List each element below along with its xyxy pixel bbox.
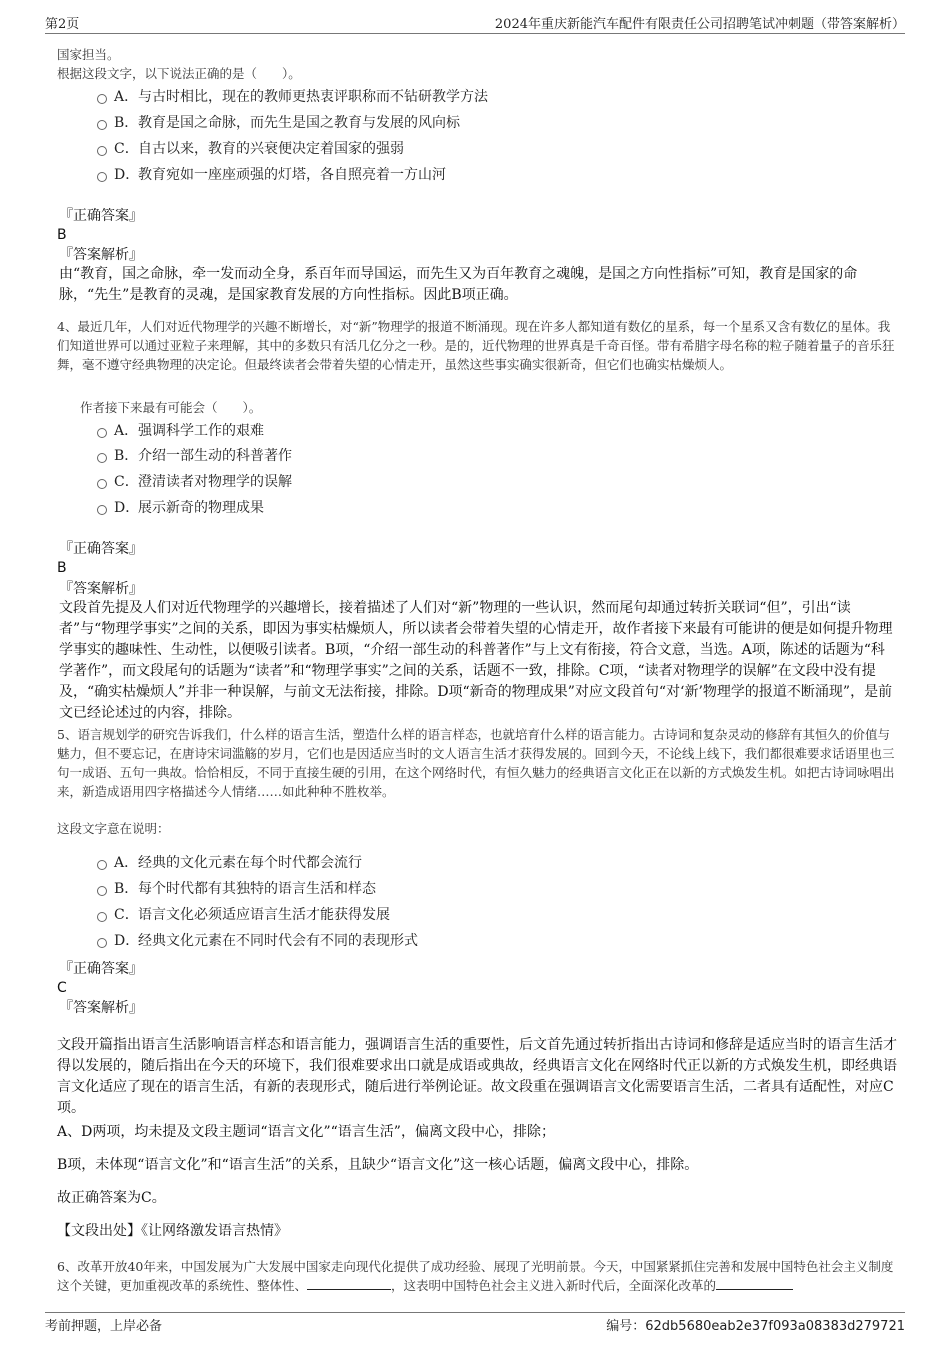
- q5-answer-label: 『正确答案』: [59, 961, 143, 977]
- radio-icon[interactable]: [97, 94, 107, 104]
- radio-icon[interactable]: [97, 428, 107, 438]
- q5-analysis-paragraph: 故正确答案为C。: [57, 1190, 166, 1206]
- radio-icon[interactable]: [97, 146, 107, 156]
- fill-blank[interactable]: [716, 1277, 793, 1290]
- q3-prompt: 根据这段文字，以下说法正确的是（ ）。: [57, 66, 301, 81]
- q3-analysis-label: 『答案解析』: [59, 247, 143, 263]
- q4-prompt: 作者接下来最有可能会（ ）。: [80, 400, 262, 415]
- q3-analysis: 由“教育，国之命脉，牵一发而动全身，系百年而导国运，而先生又为百年教育之魂魄，是国之方向性指标”可知，教育是国家的命脉，“先生”是教育的灵魂，是国家教育发展的方向性指标。因此B项正确。: [59, 266, 858, 303]
- q5-source: 【文段出处】《让网络激发语言热情》: [57, 1223, 288, 1239]
- q3-stem-tail: 国家担当。: [57, 47, 120, 62]
- q6-stem: 6、改革开放40年来，中国发展为广大发展中国家走向现代化提供了成功经验、展现了光明前景。今天，中国紧紧抓住完善和发展中国特色社会主义制度这个关键，更加重视改革的系统性、整体性、 ，这表明中国特色社会主义进入新时代后，全面深化改革的: [57, 1259, 894, 1293]
- q5-analysis-paragraph: 文段开篇指出语言生活影响语言样态和语言能力，强调语言生活的重要性，后文首先通过转折指出古诗词和修辞是适应当时的语言生活才得以发展的，随后指出在今天的环境下，我们很难要求出口就是成语或典故，经典语言文化在网络时代正以新的方式焕发生机，即经典语言文化适应了现在的语言生活，有新的表现形式，随后进行举例论证。故文段重在强调语言文化需要语言生活，二者具有适配性，对应C项。: [57, 1037, 897, 1116]
- q3-answer: B: [57, 227, 67, 243]
- radio-icon[interactable]: [97, 938, 107, 948]
- footer-divider: [45, 1312, 905, 1313]
- radio-icon[interactable]: [97, 120, 107, 130]
- q5-analysis-paragraph: B项，未体现“语言文化”和“语言生活”的关系，且缺少“语言文化”这一核心话题，偏离文段中心，排除。: [57, 1157, 699, 1173]
- page-header: [45, 13, 905, 33]
- q4-option-c[interactable]: C．澄清读者对物理学的误解: [97, 472, 292, 492]
- fill-blank[interactable]: [307, 1277, 391, 1290]
- radio-icon[interactable]: [97, 453, 107, 463]
- q5-stem: 5、语言规划学的研究告诉我们，什么样的语言生活，塑造什么样的语言样态，也就培育什么样的语言能力。古诗词和复杂灵动的修辞有其恒久的价值与魅力，但不要忘记，在唐诗宋词滥觞的岁月，它们也是因适应当时的文人语言生活才获得发展的。回到今天，不论线上线下，我们都很难要求话语里也三句一成语、五句一典故。恰恰相反，不同于直接生硬的引用，在这个网络时代，有恒久魅力的经典语言文化正在以新的方式焕发生机。如把古诗词咏唱出来，新造成语用四字格描述今人情绪……如此种种不胜枚举。: [57, 727, 895, 799]
- q3-option-d[interactable]: D．教育宛如一座座顽强的灯塔，各自照亮着一方山河: [97, 165, 446, 185]
- q3-answer-label: 『正确答案』: [59, 208, 143, 224]
- q5-option-d[interactable]: D．经典文化元素在不同时代会有不同的表现形式: [97, 931, 418, 951]
- q5-option-c[interactable]: C．语言文化必须适应语言生活才能获得发展: [97, 905, 390, 925]
- document-title: 2024年重庆新能汽车配件有限责任公司招聘笔试冲刺题（带答案解析）: [494, 17, 905, 32]
- document-code: 编号：62db5680eab2e37f093a08383d279721: [606, 1319, 905, 1334]
- q3-option-c[interactable]: C．自古以来，教育的兴衰便决定着国家的强弱: [97, 139, 404, 159]
- footer-slogan: 考前押题，上岸必备: [45, 1319, 163, 1334]
- q4-answer-label: 『正确答案』: [59, 541, 143, 557]
- q5-prompt: 这段文字意在说明：: [57, 821, 170, 836]
- radio-icon[interactable]: [97, 505, 107, 515]
- q4-analysis-label: 『答案解析』: [59, 581, 143, 597]
- q5-option-b[interactable]: B．每个时代都有其独特的语言生活和样态: [97, 879, 376, 899]
- q5-analysis-paragraph: A、D两项，均未提及文段主题词“语言文化”“语言生活”，偏离文段中心，排除；: [57, 1124, 555, 1140]
- q4-option-a[interactable]: A．强调科学工作的艰难: [97, 421, 264, 441]
- radio-icon[interactable]: [97, 172, 107, 182]
- q3-option-a[interactable]: A．与古时相比，现在的教师更热衷评职称而不钻研教学方法: [97, 87, 488, 107]
- q4-option-d[interactable]: D．展示新奇的物理成果: [97, 498, 264, 518]
- q4-option-b[interactable]: B．介绍一部生动的科普著作: [97, 446, 292, 466]
- header-divider: [45, 33, 905, 34]
- radio-icon[interactable]: [97, 479, 107, 489]
- q4-answer: B: [57, 560, 67, 576]
- q4-stem: 4、最近几年，人们对近代物理学的兴趣不断增长，对“新”物理学的报道不断涌现。现在许多人都知道有数亿的星系，每一个星系又含有数亿的星体。我们知道世界可以通过亚粒子来理解，其中的多数只有活几亿分之一秒。是的，近代物理的世界真是千奇百怪。带有希腊字母名称的粒子随着量子的音乐狂舞，毫不遵守经典物理的决定论。但最终读者会带着失望的心情走开，虽然这些事实确实很新奇，但它们也确实枯燥烦人。: [57, 319, 895, 372]
- q5-answer: C: [57, 980, 67, 996]
- radio-icon[interactable]: [97, 886, 107, 896]
- page-number: 第2页: [45, 17, 80, 32]
- q3-option-b[interactable]: B．教育是国之命脉，而先生是国之教育与发展的风向标: [97, 113, 460, 133]
- radio-icon[interactable]: [97, 912, 107, 922]
- q4-analysis: 文段首先提及人们对近代物理学的兴趣增长，接着描述了人们对“新”物理的一些认识，然而尾句却通过转折关联词“但”，引出“读者”与“物理学事实”之间的关系，即因为事实枯燥烦人，所以读者会带着失望的心情走开，故作者接下来最有可能讲的便是如何提升物理学事实的趣味性、生动性，以便吸引读者。B项，“介绍一部生动的科普著作”与上文有衔接，符合文意，当选。A项，陈述的话题为“科学著作”，而文段尾句的话题为“读者”和“物理学事实”之间的关系，话题不一致，排除。C项，“读者对物理学的误解”在文段中没有提及，“确实枯燥烦人”并非一种误解，与前文无法衔接，排除。D项“新奇的物理成果”对应文段首句“对‘新’物理学的报道不断涌现”，是前文已经论述过的内容，排除。: [59, 600, 893, 721]
- radio-icon[interactable]: [97, 860, 107, 870]
- q5-analysis-label: 『答案解析』: [59, 1000, 143, 1016]
- q5-option-a[interactable]: A．经典的文化元素在每个时代都会流行: [97, 853, 362, 873]
